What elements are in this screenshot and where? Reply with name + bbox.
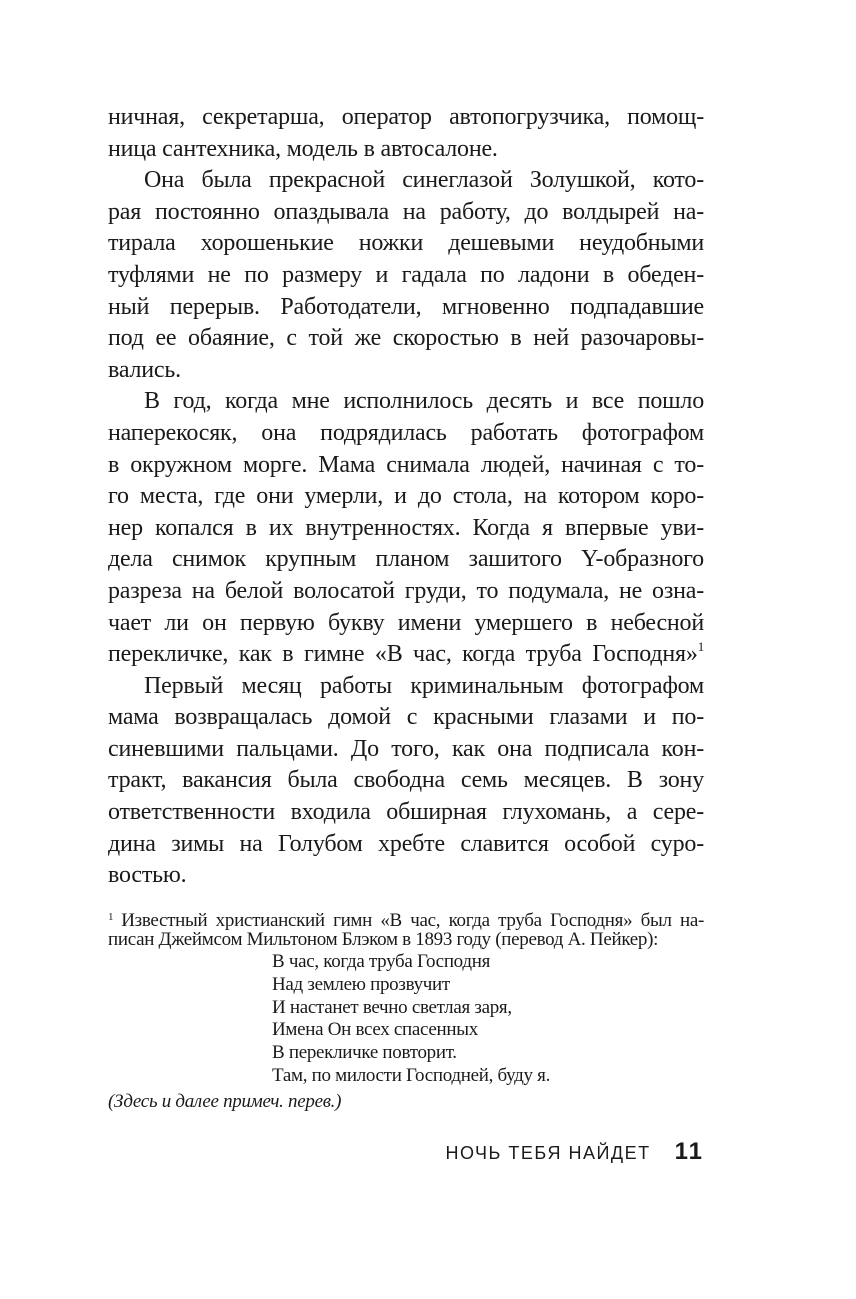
text-line: разреза на белой волосатой груди, то подумала, не озна- xyxy=(108,577,704,604)
footnote-reference[interactable]: 1 xyxy=(697,639,704,655)
text-line: го места, где они умерли, и до стола, на котором коро- xyxy=(108,483,704,510)
footnote-line: писан Джеймсом Мильтоном Блэком в 1893 году (перевод А. Пейкер): xyxy=(108,928,659,950)
running-title: НОЧЬ ТЕБЯ НАЙДЕТ xyxy=(445,1143,651,1163)
text-line: синевшими пальцами. До того, как она подписала кон- xyxy=(108,735,704,762)
text-line: тракт, вакансия была свободна семь месяцев. В зону xyxy=(108,767,704,794)
text-line: под ее обаяние, с той же скоростью в ней разочаровы- xyxy=(108,325,704,352)
text-line: Она была прекрасной синеглазой Золушкой, кото- xyxy=(144,167,704,194)
text-line: В год, когда мне исполнилось десять и все пошло xyxy=(144,388,704,415)
page-footer xyxy=(445,1138,704,1166)
text-line: дина зимы на Голубом хребте славится особой суро- xyxy=(108,830,704,857)
text-line: ничная, секретарша, оператор автопогрузчика, помощ- xyxy=(108,104,704,130)
text-line: перекличке, как в гимне «В час, когда труба Господня» xyxy=(108,641,698,668)
page-number: 11 xyxy=(674,1138,704,1165)
text-line: в окружном морге. Мама снимала людей, начиная с то- xyxy=(108,451,704,478)
footnote-text: Известный христианский гимн «В час, когда труба Господня» был на- xyxy=(121,910,704,931)
verse-line: В час, когда труба Господня xyxy=(272,951,491,973)
text-line: ответственности входила обширная глухомань, а сере- xyxy=(108,799,704,826)
text-line: дела снимок крупным планом зашитого Y-образного xyxy=(108,546,704,573)
text-line: наперекосяк, она подрядилась работать фотографом xyxy=(108,419,704,446)
text-line: рая постоянно опаздывала на работу, до волдырей на- xyxy=(108,198,704,225)
verse-line: В перекличке повторит. xyxy=(272,1042,457,1064)
text-line: туфлями не по размеру и гадала по ладони в обеден- xyxy=(108,261,704,288)
verse-line: Имена Он всех спасенных xyxy=(272,1019,478,1041)
footnote-marker: 1 xyxy=(108,911,114,923)
text-line: тирала хорошенькие ножки дешевыми неудобными xyxy=(108,230,704,257)
text-line: ница сантехника, модель в автосалоне. xyxy=(108,135,498,162)
verse-line: Над землею прозвучит xyxy=(272,974,450,996)
footnote xyxy=(108,906,704,1113)
text-line: мама возвращалась домой с красными глазами и по- xyxy=(108,704,704,731)
footnote-line xyxy=(108,906,704,929)
translator-note: (Здесь и далее примеч. перев.) xyxy=(108,1090,342,1112)
verse-line: Там, по милости Господней, буду я. xyxy=(272,1064,551,1086)
text-line: нер копался в их внутренностях. Когда я впервые уви- xyxy=(108,514,704,541)
text-line: чает ли он первую букву имени умершего в небесной xyxy=(108,609,704,636)
text-line: вались. xyxy=(108,356,181,383)
verse-line: И настанет вечно светлая заря, xyxy=(272,996,512,1018)
body-text xyxy=(108,102,704,892)
text-line: Первый месяц работы криминальным фотографом xyxy=(144,672,704,699)
text-line: востью. xyxy=(108,862,187,889)
text-line-with-footnote xyxy=(108,639,704,671)
text-line: ный перерыв. Работодатели, мгновенно подпадавшие xyxy=(108,293,704,320)
